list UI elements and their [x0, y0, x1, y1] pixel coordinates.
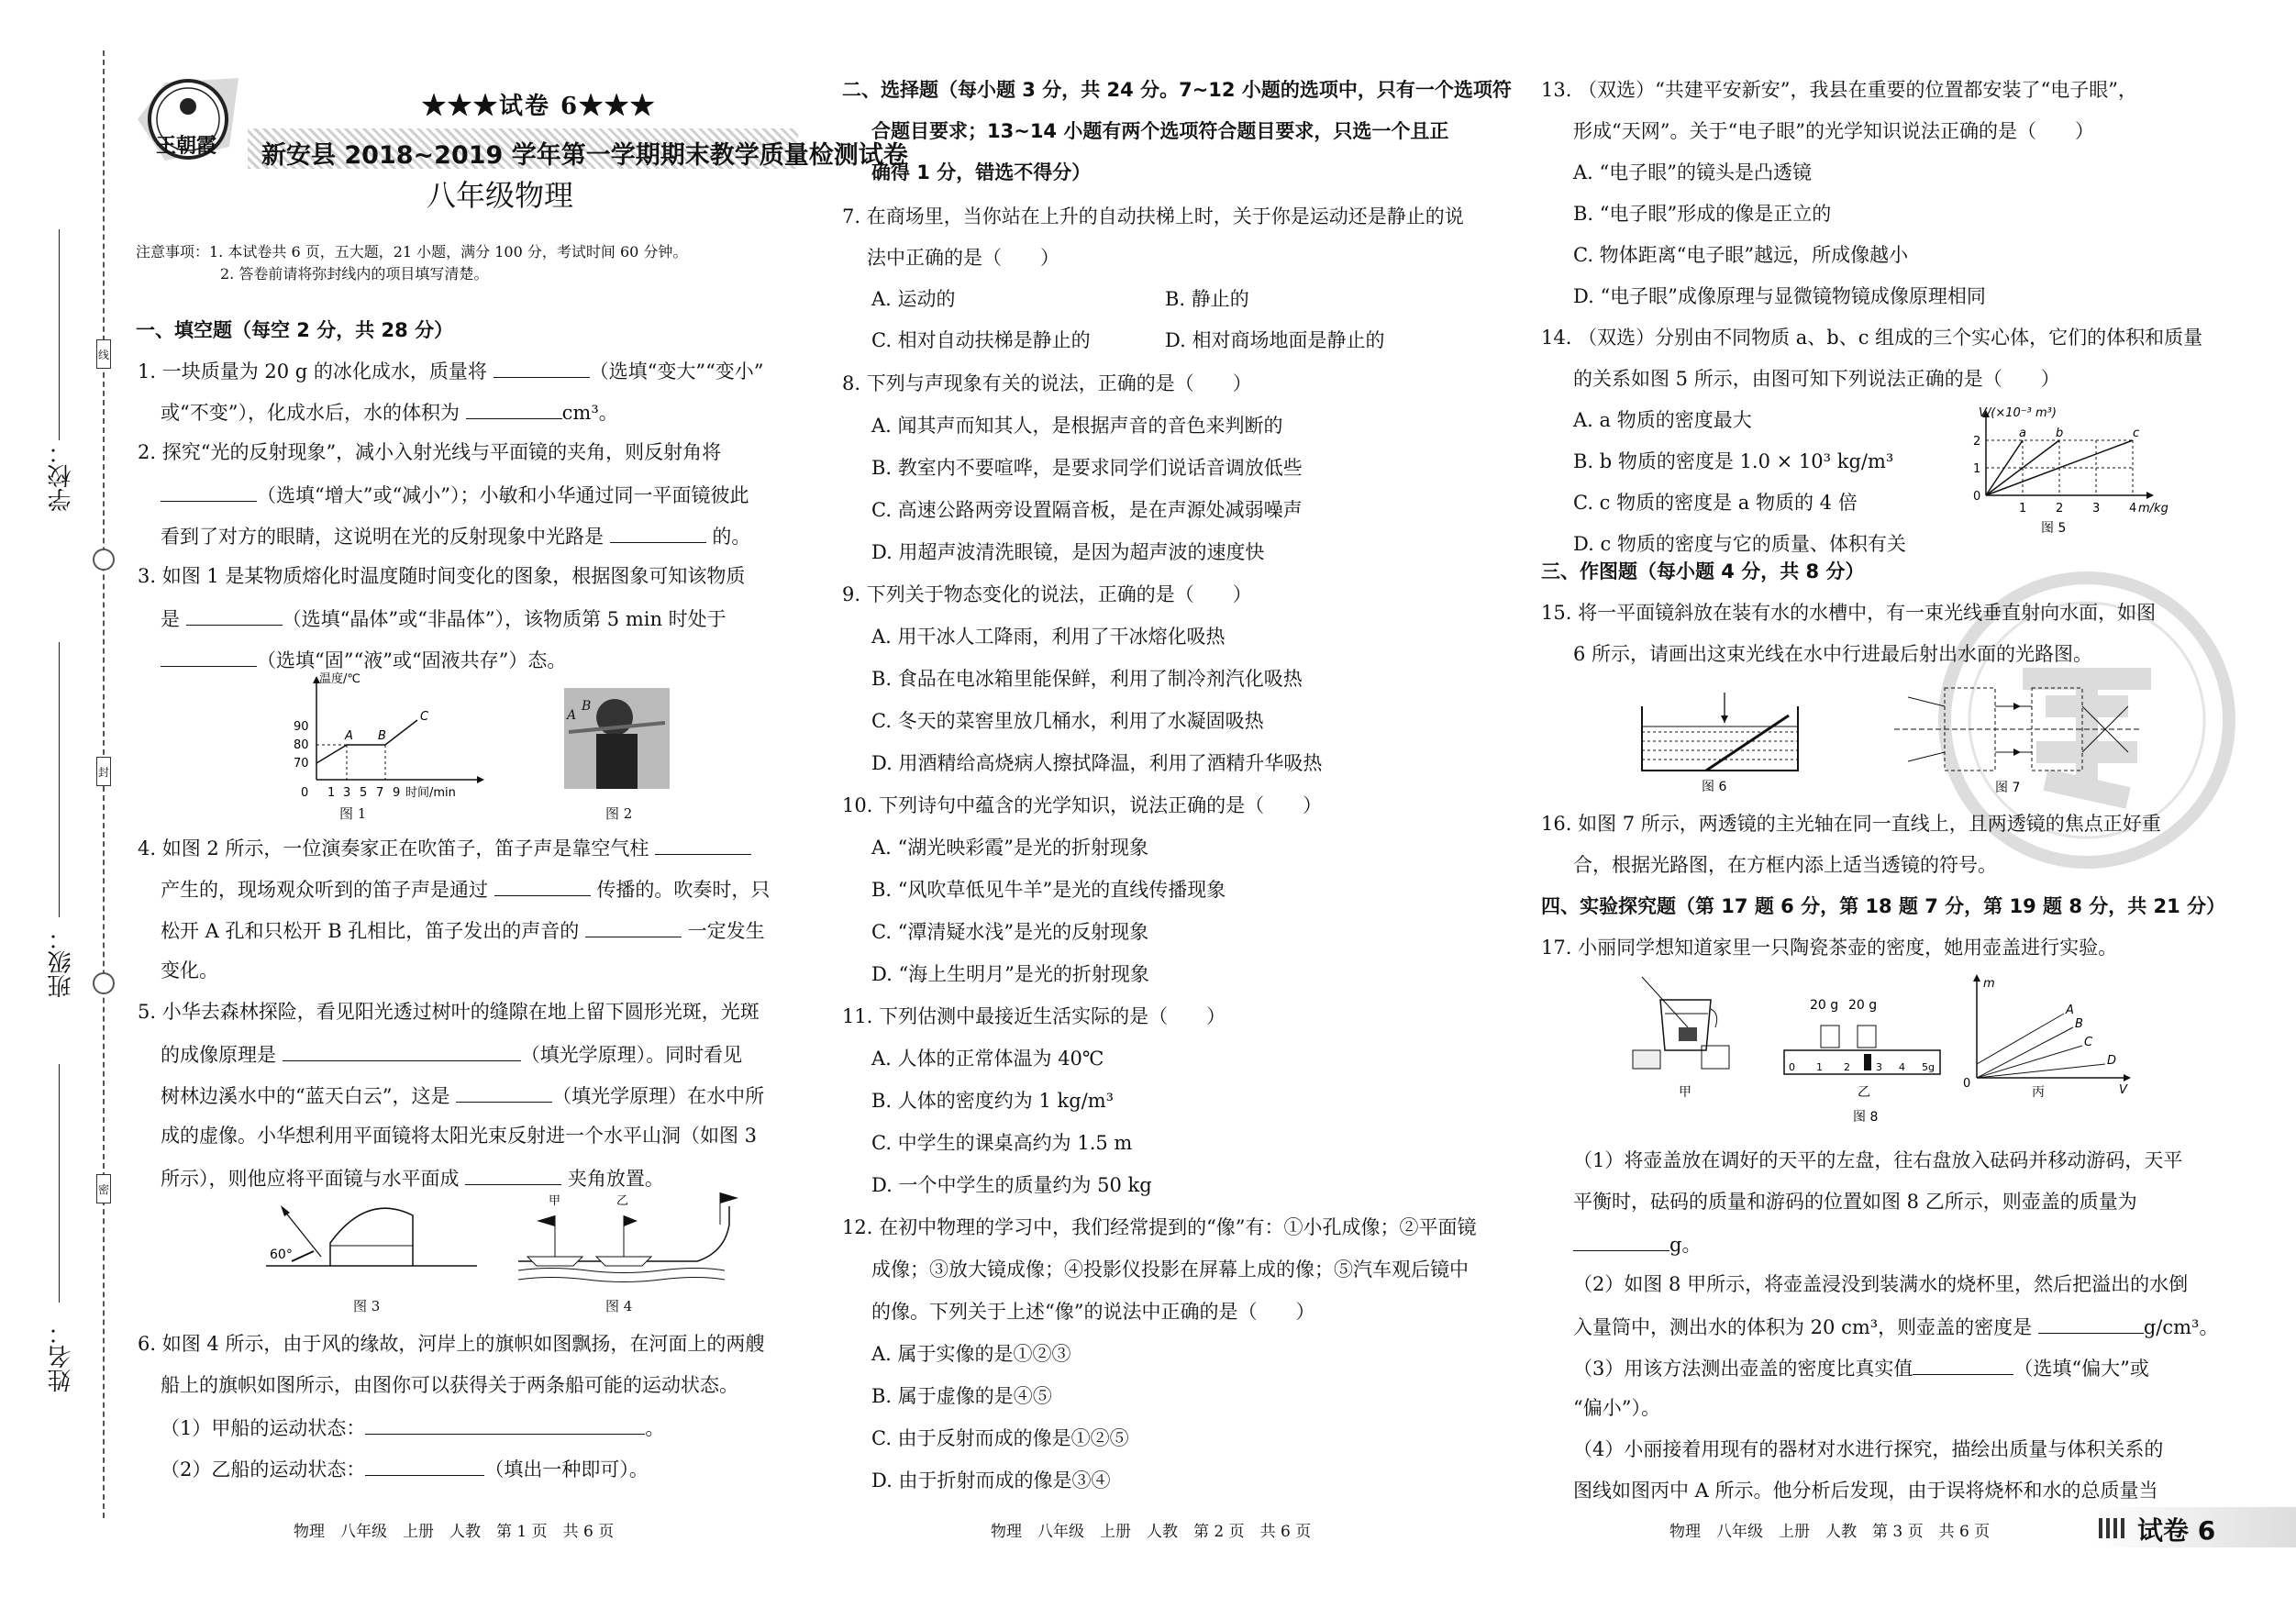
q5-blank-3[interactable] — [465, 1168, 561, 1185]
figure-8-experiment — [1624, 972, 2137, 1128]
q7-stem-1: 7. 在商场里，当你站在上升的自动扶梯上时，关于你是运动还是静止的说 — [842, 205, 1464, 227]
q8-option-d[interactable]: D. 用超声波清洗眼镜，是因为超声波的速度快 — [871, 541, 1265, 563]
q5-line-1: 5. 小华去森林探险，看见阳光透过树叶的缝隙在地上留下圆形光斑，光斑 — [138, 1001, 760, 1023]
q6-line-3: （1）甲船的运动状态： 。 — [161, 1417, 665, 1439]
q10-option-b[interactable]: B. “风吹草低见牛羊”是光的直线传播现象 — [871, 879, 1226, 901]
q12-stem-1: 12. 在初中物理的学习中，我们经常提到的“像”有：①小孔成像；②平面镜 — [842, 1216, 1477, 1238]
q4-line-1: 4. 如图 2 所示，一位演奏家正在吹笛子，笛子声是靠空气柱 — [138, 837, 751, 859]
q12-option-d[interactable]: D. 由于折射而成的像是③④ — [871, 1469, 1111, 1492]
fig1-caption: 图 1 — [339, 805, 367, 822]
fig8-ruler-3: 3 — [1876, 1061, 1882, 1073]
q15-stem-1: 15. 将一平面镜斜放在装有水的水槽中，有一束光线垂直射向水面，如图 — [1541, 602, 2157, 624]
q12-option-b[interactable]: B. 属于虚像的是④⑤ — [871, 1385, 1052, 1407]
q9-option-c[interactable]: C. 冬天的菜窖里放几桶水，利用了水凝固吸热 — [871, 710, 1264, 732]
q10-stem: 10. 下列诗句中蕴含的光学知识，说法正确的是（ ） — [842, 794, 1323, 816]
fig5-xtick-1: 1 — [2019, 502, 2027, 516]
fig8-weight-2: 20 g — [1848, 998, 1878, 1013]
section-2-heading-1: 二、选择题（每小题 3 分，共 24 分。7~12 小题的选项中，只有一个选项符 — [842, 79, 1512, 101]
q5-line-4: 成的虚像。小华想利用平面镜将太阳光束反射进一个水平山洞（如图 3 — [161, 1125, 758, 1147]
fig5-series-b: b — [2056, 427, 2064, 440]
fig1-xtick-0: 0 — [301, 786, 309, 800]
section-2-heading-3: 确得 1 分，错选不得分） — [871, 161, 1092, 183]
fig8-graph-b: B — [2075, 1017, 2083, 1031]
q3-line-1: 3. 如图 1 是某物质熔化时温度随时间变化的图象，根据图象可知该物质 — [138, 565, 746, 587]
q17-blank-error[interactable] — [1913, 1358, 2013, 1375]
q8-stem: 8. 下列与声现象有关的说法，正确的是（ ） — [842, 372, 1252, 394]
fig1-point-a: A — [345, 729, 353, 743]
q5-line-5: 所示），则他应将平面镜与水平面成 夹角放置。 — [161, 1168, 664, 1190]
q4-blank-2[interactable] — [494, 879, 591, 896]
fig3-caption: 图 3 — [353, 1298, 381, 1314]
q17-part3-line-2: “偏小”）。 — [1573, 1397, 1660, 1419]
seal-mark-seal: 封 — [96, 757, 111, 786]
q6-line-1: 6. 如图 4 所示，由于风的缘故，河岸上的旗帜如图飘扬，在河面上的两艘 — [138, 1333, 765, 1355]
page-1-footer: 物理 八年级 上册 人教 第 1 页 共 6 页 — [294, 1523, 615, 1541]
q10-option-d[interactable]: D. “海上生明月”是光的折射现象 — [871, 963, 1149, 985]
subject-title: 八年级物理 — [427, 178, 574, 213]
q11-option-c[interactable]: C. 中学生的课桌高约为 1.5 m — [871, 1132, 1133, 1154]
q13-option-d[interactable]: D. “电子眼”成像原理与显微镜物镜成像原理相同 — [1573, 285, 1986, 307]
figure-1-melting-graph — [275, 670, 505, 803]
fig2-label-b: B — [582, 699, 592, 714]
q2-blank-2[interactable] — [610, 526, 706, 543]
q17-part3-line-1: （3）用该方法测出壶盖的密度比真实值 （选填“偏大”或 — [1573, 1358, 2149, 1380]
q13-option-b[interactable]: B. “电子眼”形成的像是正立的 — [1573, 203, 1832, 225]
class-field[interactable] — [59, 642, 60, 917]
q13-stem-2: 形成“天网”。关于“电子眼”的光学知识说法正确的是（ ） — [1573, 120, 2094, 142]
figure-6-water-tank[interactable] — [1633, 688, 1807, 793]
fig8-graph-m: m — [1983, 977, 1995, 991]
q16-stem-1: 16. 如图 7 所示，两透镜的主光轴在同一直线上，且两透镜的焦点正好重 — [1541, 813, 2161, 835]
q2-blank-1[interactable] — [161, 484, 257, 502]
q11-option-d[interactable]: D. 一个中学生的质量约为 50 kg — [871, 1174, 1152, 1196]
fig1-xtick-1: 1 — [327, 786, 336, 800]
q17-part1-line-2: 平衡时，砝码的质量和游码的位置如图 8 乙所示，则壶盖的质量为 — [1573, 1191, 2137, 1213]
fig5-xtick-4: 4 — [2129, 502, 2137, 516]
q2-line-2: （选填“增大”或“减小”）；小敏和小华通过同一平面镜彼此 — [161, 484, 749, 505]
fig5-series-c: c — [2133, 427, 2140, 440]
figure-2-flute-photo — [564, 688, 670, 789]
seal-dot-icon — [93, 549, 115, 571]
q7-option-c[interactable]: C. 相对自动扶梯是静止的 — [871, 329, 1091, 351]
fig6-caption: 图 6 — [1702, 780, 1727, 794]
fig8-ruler-4: 4 — [1899, 1061, 1905, 1073]
q11-stem: 11. 下列估测中最接近生活实际的是（ ） — [842, 1005, 1226, 1027]
logo-text: 王朝霞 — [156, 134, 217, 158]
q1-blank-2[interactable] — [466, 402, 562, 419]
page-3-footer: 物理 八年级 上册 人教 第 3 页 共 6 页 — [1669, 1523, 1991, 1541]
q17-blank-density[interactable] — [2038, 1316, 2144, 1334]
fig1-xtick-9: 9 — [393, 786, 401, 800]
figure-3-cave — [257, 1192, 486, 1284]
q5-blank-1[interactable] — [283, 1044, 521, 1061]
q14-option-a[interactable]: A. a 物质的密度最大 — [1573, 409, 1752, 431]
fig8-caption: 图 8 — [1853, 1110, 1879, 1125]
fig5-xlabel: m/kg — [2138, 502, 2168, 516]
corner-paper-tag: 试卷 6 — [2137, 1515, 2216, 1546]
q2-line-3: 看到了对方的眼睛，这说明在光的反射现象中光路是 的。 — [161, 526, 751, 548]
q12-stem-2: 成像；③放大镜成像；④投影仪投影在屏幕上成的像；⑤汽车观后镜中 — [871, 1259, 1469, 1281]
fig4-caption: 图 4 — [605, 1298, 633, 1314]
fig1-ytick-70: 70 — [294, 757, 309, 771]
fig8-graph-c: C — [2084, 1036, 2093, 1049]
q9-option-a[interactable]: A. 用干冰人工降雨，利用了干冰熔化吸热 — [871, 626, 1226, 648]
q10-option-a[interactable]: A. “湖光映彩霞”是光的折射现象 — [871, 837, 1148, 859]
fig8-ruler-5: 5g — [1922, 1061, 1935, 1073]
section-2-heading-2: 合题目要求；13~14 小题有两个选项符合题目要求，只选一个且正 — [871, 120, 1449, 142]
q12-option-a[interactable]: A. 属于实像的是①②③ — [871, 1343, 1071, 1365]
q5-blank-2[interactable] — [456, 1085, 552, 1103]
fig8-beaker-diagram — [1633, 977, 1729, 1069]
q1-blank-1[interactable] — [494, 360, 590, 378]
q14-stem-2: 的关系如图 5 所示，由图可知下列说法正确的是（ ） — [1573, 368, 2060, 390]
fig8-ruler-0: 0 — [1789, 1061, 1795, 1073]
q16-stem-2: 合，根据光路图，在方框内添上适当透镜的符号。 — [1573, 854, 1997, 876]
q17-part2-line-2: 入量筒中，测出水的体积为 20 cm³，则壶盖的密度是 g/cm³。 — [1573, 1316, 2219, 1338]
q1-line-2: 或“不变”），化成水后，水的体积为 cm³。 — [161, 402, 618, 424]
fig8-weight-1: 20 g — [1810, 998, 1839, 1013]
fig2-label-a: A — [567, 708, 577, 723]
q17-part4-line-2: 图线如图丙中 A 所示。他分析后发现，由于误将烧杯和水的总质量当 — [1573, 1480, 2158, 1502]
fig1-xtick-7: 7 — [376, 786, 384, 800]
q8-option-c[interactable]: C. 高速公路两旁设置隔音板，是在声源处减弱噪声 — [871, 499, 1303, 521]
q9-option-b[interactable]: B. 食品在电冰箱里能保鲜，利用了制冷剂汽化吸热 — [871, 668, 1303, 690]
fig5-ylabel: V/(×10⁻³ m³) — [1979, 406, 2057, 420]
fig8-ruler-1: 1 — [1816, 1061, 1823, 1073]
q6-blank-1[interactable] — [365, 1417, 645, 1435]
q6-line-4: （2）乙船的运动状态： （填出一种即可）。 — [161, 1458, 649, 1481]
q4-blank-3[interactable] — [585, 920, 682, 937]
section-4-heading: 四、实验探究题（第 17 题 6 分，第 18 题 7 分，第 19 题 8 分，共 21 分） — [1541, 895, 2226, 917]
fig5-caption: 图 5 — [2041, 521, 2067, 536]
q6-line-2: 船上的旗帜如图所示，由图你可以获得关于两条船可能的运动状态。 — [161, 1374, 738, 1396]
q8-option-b[interactable]: B. 教室内不要喧哗，是要求同学们说话音调放低些 — [871, 457, 1303, 479]
q7-option-a[interactable]: A. 运动的 — [871, 288, 956, 310]
exam-title: 新安县 2018~2019 学年第一学期期末教学质量检测试卷 — [261, 141, 908, 170]
fig8-graph-origin: 0 — [1963, 1077, 1971, 1091]
q13-option-c[interactable]: C. 物体距离“电子眼”越远，所成像越小 — [1573, 244, 1909, 266]
q17-part2-line-1: （2）如图 8 甲所示，将壶盖浸没到装满水的烧杯里，然后把溢出的水倒 — [1573, 1273, 2189, 1295]
q6-blank-2[interactable] — [365, 1458, 484, 1476]
fig5-ytick-0: 0 — [1973, 490, 1981, 504]
fig1-ytick-90: 90 — [294, 720, 309, 734]
q17-part1-line-1: （1）将壶盖放在调好的天平的左盘，往右盘放入砝码并移动游码，天平 — [1573, 1149, 2183, 1171]
seal-mark-line: 线 — [96, 339, 111, 369]
fig8-graph-d: D — [2107, 1054, 2117, 1068]
seal-dot-icon — [93, 972, 115, 994]
name-label: 姓名： — [48, 1321, 75, 1392]
fig3-angle-label: 60° — [270, 1248, 293, 1262]
q2-line-1: 2. 探究“光的反射现象”，减小入射光线与平面镜的夹角，则反射角将 — [138, 441, 722, 463]
q4-line-3: 松开 A 孔和只松开 B 孔相比，笛子发出的声音的 一定发生 — [161, 920, 765, 942]
fig4-label-yi: 乙 — [616, 1194, 629, 1208]
fig1-xtick-5: 5 — [360, 786, 368, 800]
q7-option-b[interactable]: B. 静止的 — [1165, 288, 1249, 310]
fig4-label-jia: 甲 — [549, 1194, 561, 1208]
q11-option-a[interactable]: A. 人体的正常体温为 40℃ — [871, 1048, 1104, 1070]
fig5-ytick-2: 2 — [1973, 435, 1981, 449]
figure-7-lens-boxes[interactable] — [1890, 683, 2146, 798]
q14-stem-1: 14. （双选）分别由不同物质 a、b、c 组成的三个实心体，它们的体积和质量 — [1541, 327, 2203, 349]
q4-blank-1[interactable] — [655, 837, 751, 855]
seal-mark-secret: 密 — [96, 1174, 111, 1203]
q5-line-3: 树林边溪水中的“蓝天白云”，这是 （填光学原理）在水中所 — [161, 1085, 765, 1107]
figure-4-boats — [514, 1188, 743, 1289]
q14-option-c[interactable]: C. c 物质的密度是 a 物质的 4 倍 — [1573, 492, 1858, 514]
fig8-graph-a: A — [2066, 1004, 2074, 1017]
q13-option-a[interactable]: A. “电子眼”的镜头是凸透镜 — [1573, 161, 1812, 183]
paper-tag: ★★★试卷 6★★★ — [422, 93, 657, 120]
page-2-footer: 物理 八年级 上册 人教 第 2 页 共 6 页 — [991, 1523, 1312, 1541]
fig7-caption: 图 7 — [1995, 781, 2021, 795]
q15-stem-2: 6 所示，请画出这束光线在水中行进最后射出水面的光路图。 — [1573, 643, 2093, 665]
q3-blank-1[interactable] — [186, 608, 283, 626]
section-1-heading: 一、填空题（每空 2 分，共 28 分） — [136, 319, 454, 341]
fig8-graph-v: V — [2119, 1083, 2127, 1097]
q1-line-1: 1. 一块质量为 20 g 的冰化成水，质量将 （选填“变大”“变小” — [138, 360, 764, 383]
fig1-point-b: B — [378, 729, 386, 743]
q12-option-c[interactable]: C. 由于反射而成的像是①②⑤ — [871, 1427, 1129, 1449]
fig5-xtick-3: 3 — [2092, 502, 2101, 516]
school-label: 学校： — [48, 440, 75, 512]
q14-option-d[interactable]: D. c 物质的密度与它的质量、体积有关 — [1573, 533, 1906, 555]
fig1-point-c: C — [420, 710, 429, 724]
class-label: 班级： — [48, 926, 75, 998]
notes-line-2: 2. 答卷前请将弥封线内的项目填写清楚。 — [220, 265, 489, 283]
q3-line-3: （选填“固”“液”或“固液共存”）态。 — [161, 649, 566, 671]
q5-line-2: 的成像原理是 （填光学原理）。同时看见 — [161, 1044, 743, 1066]
fig8-label-bing: 丙 — [2032, 1085, 2045, 1100]
fig1-xtick-3: 3 — [343, 786, 351, 800]
fig8-label-jia: 甲 — [1679, 1085, 1691, 1100]
q11-option-b[interactable]: B. 人体的密度约为 1 kg/m³ — [871, 1090, 1115, 1112]
fig5-series-a: a — [2019, 427, 2026, 440]
fig2-caption: 图 2 — [605, 805, 633, 822]
q10-option-c[interactable]: C. “潭清疑水浅”是光的反射现象 — [871, 921, 1149, 943]
notes-line-1: 注意事项：1. 本试卷共 6 页，五大题，21 小题，满分 100 分，考试时间 60 分钟。 — [136, 243, 688, 261]
fig1-xlabel: 时间/min — [405, 786, 456, 800]
fig5-xtick-2: 2 — [2056, 502, 2064, 516]
fig1-ylabel: 温度/℃ — [319, 672, 360, 686]
q3-blank-2[interactable] — [161, 649, 257, 667]
school-field[interactable] — [59, 229, 60, 440]
q17-blank-mass[interactable] — [1573, 1234, 1669, 1251]
q4-line-4: 变化。 — [161, 959, 218, 981]
fig5-ytick-1: 1 — [1973, 462, 1981, 476]
section-3-heading: 三、作图题（每小题 4 分，共 8 分） — [1541, 560, 1865, 582]
q17-part4-line-1: （4）小丽接着用现有的器材对水进行探究，描绘出质量与体积关系的 — [1573, 1438, 2164, 1460]
q4-line-2: 产生的，现场观众听到的笛子声是通过 传播的。吹奏时，只 — [161, 879, 771, 901]
q17-stem: 17. 小丽同学想知道家里一只陶瓷茶壶的密度，她用壶盖进行实验。 — [1541, 937, 2118, 959]
figure-5-density-graph — [1958, 404, 2168, 541]
q7-stem-2: 法中正确的是（ ） — [867, 247, 1059, 269]
q14-option-b[interactable]: B. b 物质的密度是 1.0 × 10³ kg/m³ — [1573, 450, 1894, 472]
name-field[interactable] — [59, 1064, 60, 1303]
q3-line-2: 是 （选填“晶体”或“非晶体”），该物质第 5 min 时处于 — [161, 608, 727, 630]
q13-stem-1: 13. （双选）“共建平安新安”，我县在重要的位置都安装了“电子眼”， — [1541, 79, 2138, 101]
q7-option-d[interactable]: D. 相对商场地面是静止的 — [1165, 329, 1385, 351]
fig1-ytick-80: 80 — [294, 738, 309, 752]
fig8-ruler-2: 2 — [1844, 1061, 1850, 1073]
fig8-balance-ruler — [1784, 1026, 1940, 1074]
q9-stem: 9. 下列关于物态变化的说法，正确的是（ ） — [842, 583, 1252, 605]
q12-stem-3: 的像。下列关于上述“像”的说法中正确的是（ ） — [871, 1301, 1315, 1323]
q8-option-a[interactable]: A. 闻其声而知其人，是根据声音的音色来判断的 — [871, 415, 1283, 437]
fig8-label-yi: 乙 — [1858, 1085, 1870, 1100]
q17-part1-line-3: g。 — [1573, 1234, 1701, 1255]
q9-option-d[interactable]: D. 用酒精给高烧病人擦拭降温，利用了酒精升华吸热 — [871, 752, 1323, 774]
corner-pattern-icon — [2099, 1518, 2124, 1538]
